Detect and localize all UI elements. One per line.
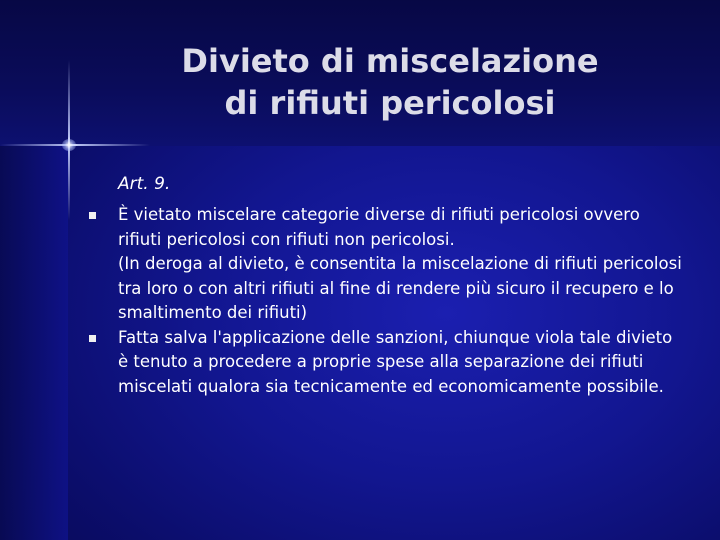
bullet-continuation: (In deroga al divieto, è consentita la miscelazione di rifiuti pericolosi tra loro o con altri rifiuti al fine di rendere più sicuro il recupero e lo smaltimento dei rifiuti) xyxy=(118,254,682,322)
bullet-item xyxy=(86,203,686,326)
square-bullet-icon xyxy=(89,212,96,219)
slide-title-line-2: di rifiuti pericolosi xyxy=(224,84,556,122)
slide-title xyxy=(120,40,660,124)
slide-title-line-1: Divieto di miscelazione xyxy=(181,42,599,80)
square-bullet-icon xyxy=(89,335,96,342)
bullet-item xyxy=(86,326,686,400)
article-label: Art. 9. xyxy=(118,174,171,194)
bullet-list xyxy=(86,203,686,399)
sparkle-icon xyxy=(62,139,76,151)
bullet-text: È vietato miscelare categorie diverse di rifiuti pericolosi ovvero rifiuti pericolosi con rifiuti non pericolosi. xyxy=(118,205,640,249)
bullet-text: Fatta salva l'applicazione delle sanzioni, chiunque viola tale divieto è tenuto a procedere a proprie spese alla separazione dei rifiuti miscelati qualora sia tecnicamente ed economicamente possibile. xyxy=(118,327,673,396)
left-band xyxy=(0,146,68,540)
